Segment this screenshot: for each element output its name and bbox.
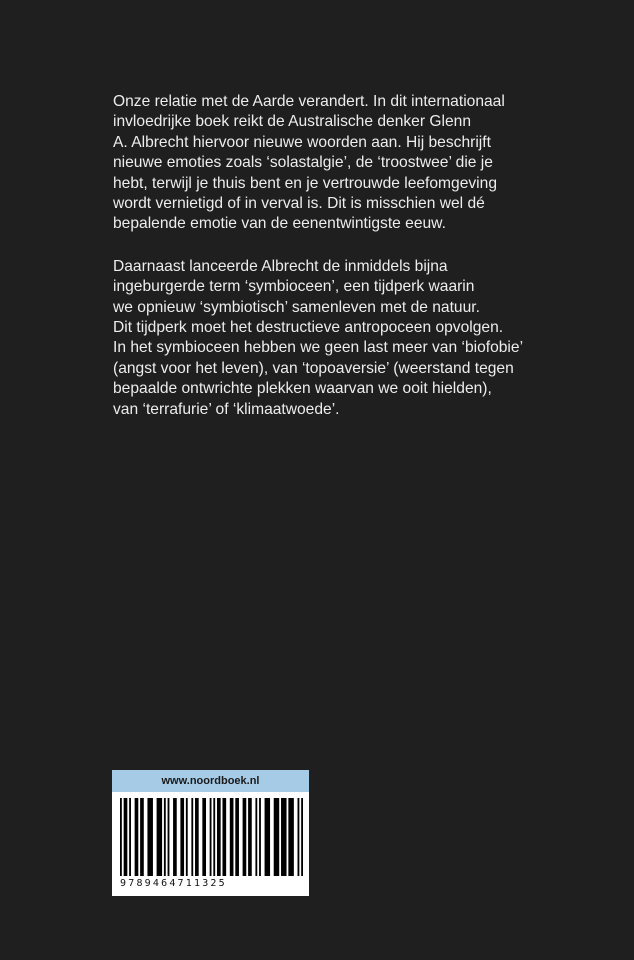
publisher-url: www.noordboek.nl — [112, 770, 309, 792]
blurb-line: A. Albrecht hiervoor nieuwe woorden aan. Hij beschrijft — [113, 133, 491, 151]
barcode-bar — [301, 798, 303, 876]
blurb-line: Daarnaast lanceerde Albrecht de inmiddels bijna — [113, 257, 448, 275]
barcode-bar — [274, 798, 279, 876]
barcode-bar — [210, 798, 212, 876]
barcode-bar — [168, 798, 170, 876]
blurb-line: hebt, terwijl je thuis bent en je vertrouwde leefomgeving — [113, 174, 497, 192]
blurb-line: van ‘terrafurie’ of ‘klimaatwoede’. — [113, 400, 340, 418]
barcode-bar — [298, 798, 300, 876]
barcode-bar — [186, 798, 188, 876]
barcode-bar — [202, 798, 206, 876]
barcode-bar — [288, 798, 293, 876]
barcode-bar — [235, 798, 239, 876]
barcode-bar — [173, 798, 177, 876]
barcode-bar — [281, 798, 286, 876]
barcode-bar — [191, 798, 193, 876]
blurb-line: invloedrijke boek reikt de Australische denker Glenn — [113, 113, 471, 131]
blurb-line: (angst voor het leven), van ‘topoaversie’ (weerstand tegen — [113, 359, 514, 377]
blurb-line: bepalende emotie van de eenentwintigste eeuw. — [113, 215, 446, 233]
barcode-bar — [124, 798, 128, 876]
barcode-bar — [222, 798, 226, 876]
barcode-bar — [248, 798, 252, 876]
blurb-line: nieuwe emoties zoals ‘solastalgie’, de ‘troostwee’ die je — [113, 154, 493, 172]
barcode-bar — [230, 798, 234, 876]
barcode-bar — [243, 798, 247, 876]
barcode-block — [112, 770, 309, 896]
barcode-bar — [157, 798, 162, 876]
barcode-bar — [265, 798, 270, 876]
barcode-bar — [213, 798, 215, 876]
isbn-barcode — [112, 792, 309, 896]
barcode-bar — [217, 798, 221, 876]
blurb-line: Dit tijdperk moet het destructieve antropoceen opvolgen. — [113, 319, 504, 337]
blurb-line: Onze relatie met de Aarde verandert. In dit internationaal — [113, 93, 505, 110]
blurb-line: bepaalde ontwrichte plekken waarvan we ooit hielden), — [113, 380, 492, 398]
barcode-bar — [195, 798, 199, 876]
barcode-bar — [147, 798, 152, 876]
isbn-digits: 9789464711325 — [120, 878, 227, 889]
barcode-bar — [164, 798, 166, 876]
blurb-line: we opnieuw ‘symbiotisch’ samenleven met de natuur. — [113, 298, 480, 316]
barcode-bar — [135, 798, 139, 876]
blurb-paragraph-2 — [113, 257, 533, 420]
blurb-line: ingeburgerde term ‘symbioceen’, een tijdperk waarin — [113, 278, 475, 296]
blurb-line: In het symbioceen hebben we geen last meer van ‘biofobie’ — [113, 339, 524, 357]
barcode-bar — [259, 798, 261, 876]
barcode-bar — [120, 798, 122, 876]
barcode-bar — [129, 798, 131, 876]
blurb-line: wordt vernietigd of in verval is. Dit is misschien wel dé — [113, 195, 485, 213]
barcode-bar — [180, 798, 184, 876]
barcode-bar — [255, 798, 257, 876]
back-cover-blurb — [113, 92, 533, 442]
blurb-paragraph-1 — [113, 92, 533, 235]
barcode-bar — [140, 798, 144, 876]
